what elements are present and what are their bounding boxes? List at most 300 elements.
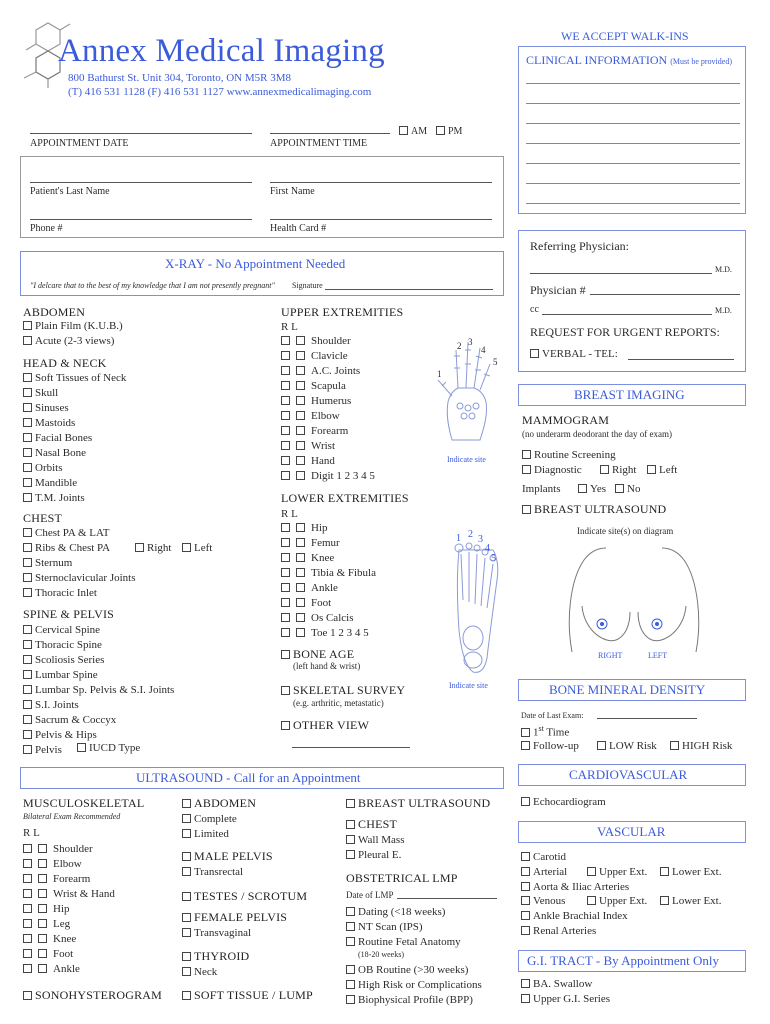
checkbox[interactable] [23, 528, 32, 537]
checkbox[interactable] [182, 814, 191, 823]
routine-fetal-option[interactable]: Routine Fetal Anatomy [346, 936, 461, 948]
checkbox[interactable] [38, 964, 47, 973]
routine-screening-option[interactable]: Routine Screening [522, 449, 616, 461]
checkbox[interactable] [346, 907, 355, 916]
abdomen-label: Acute (2-3 views) [35, 335, 115, 347]
skeletal-survey-option[interactable]: SKELETAL SURVEY [281, 683, 405, 698]
chest-item[interactable] [23, 542, 110, 554]
upper-extremity-label: Hand [311, 455, 335, 467]
sonohysterogram-option[interactable]: SONOHYSTEROGRAM [23, 988, 162, 1003]
checkbox[interactable] [38, 874, 47, 883]
head-neck-item[interactable] [23, 447, 86, 459]
checkbox[interactable] [281, 650, 290, 659]
pm-checkbox[interactable] [436, 126, 445, 135]
msk-item[interactable] [23, 873, 90, 885]
lower-extremity-item[interactable] [281, 567, 376, 579]
upper-extremity-item[interactable] [281, 365, 360, 377]
msk-item[interactable] [23, 948, 73, 960]
soft-tissue-option[interactable]: SOFT TISSUE / LUMP [182, 988, 313, 1003]
checkbox[interactable] [281, 426, 290, 435]
checkbox[interactable] [182, 967, 191, 976]
low-risk-option[interactable]: LOW Risk [597, 740, 657, 752]
checkbox[interactable] [23, 715, 32, 724]
lower-extremity-item[interactable] [281, 522, 328, 534]
verbal-tel-option[interactable]: VERBAL - TEL: [530, 348, 618, 360]
checkbox[interactable] [23, 991, 32, 1000]
checkbox[interactable] [281, 396, 290, 405]
checkbox[interactable] [281, 411, 290, 420]
checkbox[interactable] [600, 465, 609, 474]
checkbox[interactable] [296, 538, 305, 547]
checkbox[interactable] [296, 336, 305, 345]
skeletal-survey-note: (e.g. arthritic, metastatic) [293, 698, 384, 708]
high-risk-option[interactable]: HIGH Risk [670, 740, 732, 752]
last-exam-line[interactable] [597, 718, 697, 719]
signature-line[interactable] [325, 289, 493, 290]
spine-item[interactable] [23, 714, 116, 726]
hand-indicate-site: Indicate site [447, 455, 486, 464]
clinical-line[interactable] [526, 83, 740, 84]
msk-item[interactable] [23, 903, 70, 915]
abdomen-item[interactable] [23, 320, 123, 332]
mammo-right-option[interactable]: Right [600, 464, 636, 476]
mammo-left-option[interactable]: Left [647, 464, 677, 476]
implants-yes-option[interactable]: Yes [578, 483, 606, 495]
clinical-line[interactable] [526, 183, 740, 184]
checkbox[interactable] [346, 835, 355, 844]
checkbox[interactable] [522, 505, 531, 514]
checkbox[interactable] [281, 568, 290, 577]
checkbox[interactable] [23, 558, 32, 567]
spine-item[interactable] [23, 639, 102, 651]
upper-extremity-label: Clavicle [311, 350, 348, 362]
checkbox[interactable] [296, 628, 305, 637]
lower-extremity-item[interactable] [281, 537, 340, 549]
checkbox[interactable] [296, 411, 305, 420]
checkbox[interactable] [615, 484, 624, 493]
last-exam-label: Date of Last Exam: [521, 711, 584, 720]
checkbox[interactable] [296, 381, 305, 390]
checkbox[interactable] [296, 523, 305, 532]
aorta-option[interactable]: Aorta & Iliac Arteries [521, 881, 629, 893]
first-name-line[interactable] [270, 182, 492, 183]
chest-right-option[interactable]: Right [135, 542, 171, 554]
iucd-option[interactable]: IUCD Type [77, 742, 140, 754]
ba-swallow-option[interactable]: BA. Swallow [521, 978, 592, 990]
us-limited-option[interactable]: Limited [182, 828, 229, 840]
venous-option[interactable]: Venous [521, 895, 565, 907]
checkbox[interactable] [23, 403, 32, 412]
lower-extremity-label: Hip [311, 522, 328, 534]
physician-number-line[interactable] [590, 294, 740, 295]
msk-item[interactable] [23, 843, 93, 855]
lower-extremity-item[interactable] [281, 612, 353, 624]
checkbox[interactable] [587, 896, 596, 905]
bpp-option[interactable]: Biophysical Profile (BPP) [346, 994, 473, 1006]
checkbox[interactable] [23, 934, 32, 943]
checkbox[interactable] [296, 351, 305, 360]
checkbox[interactable] [77, 743, 86, 752]
high-risk-option[interactable]: High Risk or Complications [346, 979, 482, 991]
checkbox[interactable] [23, 745, 32, 754]
spine-item[interactable] [23, 684, 174, 696]
msk-item[interactable] [23, 933, 76, 945]
checkbox[interactable] [296, 441, 305, 450]
checkbox[interactable] [647, 465, 656, 474]
clinical-line[interactable] [526, 203, 740, 204]
upper-extremity-item[interactable] [281, 455, 335, 467]
checkbox[interactable] [660, 867, 669, 876]
checkbox[interactable] [23, 670, 32, 679]
checkbox[interactable] [296, 471, 305, 480]
msk-rl-label: R L [23, 827, 40, 839]
appointment-time-line[interactable] [270, 133, 390, 134]
checkbox[interactable] [182, 991, 191, 1000]
checkbox[interactable] [281, 523, 290, 532]
checkbox[interactable] [521, 979, 530, 988]
pleural-option[interactable]: Pleural E. [346, 849, 401, 861]
checkbox[interactable] [182, 867, 191, 876]
spine-item[interactable] [23, 654, 104, 666]
us-abdomen-option[interactable]: ABDOMEN [182, 796, 256, 811]
transvaginal-option[interactable]: Transvaginal [182, 927, 251, 939]
foot-indicate-site: Indicate site [449, 681, 488, 690]
checkbox[interactable] [346, 850, 355, 859]
msk-item[interactable] [23, 918, 70, 930]
checkbox[interactable] [38, 934, 47, 943]
checkbox[interactable] [346, 980, 355, 989]
checkbox[interactable] [182, 543, 191, 552]
checkbox[interactable] [296, 366, 305, 375]
us-chest-option[interactable]: CHEST [346, 817, 397, 832]
checkbox[interactable] [281, 583, 290, 592]
checkbox[interactable] [23, 874, 32, 883]
diagnostic-option[interactable]: Diagnostic [522, 464, 582, 476]
appointment-date-line[interactable] [30, 133, 252, 134]
checkbox[interactable] [38, 889, 47, 898]
checkbox[interactable] [296, 613, 305, 622]
checkbox[interactable] [521, 728, 530, 737]
checkbox[interactable] [23, 418, 32, 427]
other-view-option[interactable]: OTHER VIEW [281, 718, 369, 733]
breast-ultrasound-option[interactable]: BREAST ULTRASOUND [522, 502, 666, 517]
checkbox[interactable] [281, 686, 290, 695]
transrectal-option[interactable]: Transrectal [182, 866, 243, 878]
checkbox[interactable] [346, 799, 355, 808]
checkbox[interactable] [346, 820, 355, 829]
pm-option[interactable]: PM [436, 126, 462, 137]
checkbox[interactable] [135, 543, 144, 552]
verbal-tel-checkbox[interactable] [530, 349, 539, 358]
chest-label: Chest PA & LAT [35, 527, 110, 539]
venous-lower-option[interactable]: Lower Ext. [660, 895, 721, 907]
other-view-line[interactable] [292, 747, 410, 748]
arterial-lower-option[interactable]: Lower Ext. [660, 866, 721, 878]
checkbox[interactable] [281, 538, 290, 547]
checkbox[interactable] [281, 613, 290, 622]
checkbox[interactable] [296, 598, 305, 607]
neck-option[interactable]: Neck [182, 966, 217, 978]
checkbox[interactable] [23, 904, 32, 913]
checkbox[interactable] [38, 919, 47, 928]
checkbox[interactable] [23, 949, 32, 958]
am-option[interactable]: AM [399, 126, 427, 137]
checkbox[interactable] [578, 484, 587, 493]
msk-item[interactable] [23, 963, 80, 975]
ankle-brachial-option[interactable]: Ankle Brachial Index [521, 910, 628, 922]
checkbox[interactable] [38, 904, 47, 913]
checkbox[interactable] [23, 463, 32, 472]
gi-title: G.I. TRACT - By Appointment Only [527, 953, 719, 968]
checkbox[interactable] [296, 553, 305, 562]
checkbox[interactable] [23, 640, 32, 649]
checkbox[interactable] [23, 655, 32, 664]
checkbox[interactable] [521, 852, 530, 861]
checkbox[interactable] [281, 471, 290, 480]
checkbox[interactable] [23, 493, 32, 502]
first-time-option[interactable]: 1st Time [521, 724, 569, 739]
checkbox[interactable] [521, 867, 530, 876]
checkbox[interactable] [587, 867, 596, 876]
head-neck-label: Facial Bones [35, 432, 93, 444]
spine-label: Scoliosis Series [35, 654, 105, 666]
checkbox[interactable] [281, 351, 290, 360]
checkbox[interactable] [521, 797, 530, 806]
checkbox[interactable] [281, 456, 290, 465]
upper-extremity-item[interactable] [281, 395, 351, 407]
checkbox[interactable] [182, 852, 191, 861]
lower-extremity-label: Femur [311, 537, 340, 549]
clinical-line[interactable] [526, 123, 740, 124]
checkbox[interactable] [346, 995, 355, 1004]
checkbox[interactable] [182, 928, 191, 937]
checkbox[interactable] [281, 336, 290, 345]
checkbox[interactable] [23, 964, 32, 973]
upper-gi-option[interactable]: Upper G.I. Series [521, 993, 610, 1005]
spine-item[interactable] [23, 669, 98, 681]
checkbox[interactable] [23, 588, 32, 597]
checkbox[interactable] [296, 426, 305, 435]
abdomen-item[interactable] [23, 335, 114, 347]
chest-item[interactable] [23, 557, 72, 569]
upper-extremity-item[interactable] [281, 380, 346, 392]
checkbox[interactable] [281, 628, 290, 637]
checkbox[interactable] [521, 882, 530, 891]
checkbox[interactable] [23, 373, 32, 382]
hand-digit-5: 5 [493, 357, 498, 367]
dating-option[interactable]: Dating (<18 weeks) [346, 906, 445, 918]
clinical-line[interactable] [526, 103, 740, 104]
chest-item[interactable] [23, 572, 136, 584]
checkbox[interactable] [23, 448, 32, 457]
bone-age-note: (left hand & wrist) [293, 661, 361, 671]
checkbox[interactable] [38, 949, 47, 958]
checkbox[interactable] [23, 889, 32, 898]
female-pelvis-option[interactable]: FEMALE PELVIS [182, 910, 287, 925]
lower-extremity-item[interactable] [281, 552, 334, 564]
checkbox[interactable] [23, 543, 32, 552]
upper-extremity-item[interactable] [281, 440, 335, 452]
chest-label: Sternoclavicular Joints [35, 572, 136, 584]
checkbox[interactable] [281, 721, 290, 730]
testes-scrotum-option[interactable]: TESTES / SCROTUM [182, 889, 307, 904]
checkbox[interactable] [660, 896, 669, 905]
us-complete-option[interactable]: Complete [182, 813, 237, 825]
wall-mass-option[interactable]: Wall Mass [346, 834, 404, 846]
phone-line[interactable] [30, 219, 252, 220]
last-name-line[interactable] [30, 182, 252, 183]
clinical-line[interactable] [526, 143, 740, 144]
checkbox[interactable] [346, 965, 355, 974]
checkbox[interactable] [521, 741, 530, 750]
upper-extremity-item[interactable] [281, 335, 351, 347]
head-neck-item[interactable] [23, 462, 63, 474]
referring-title: Referring Physician: [530, 239, 629, 253]
lower-extremity-label: Toe 1 2 3 4 5 [311, 627, 369, 639]
arterial-option[interactable]: Arterial [521, 866, 567, 878]
breast-diagram-icon[interactable] [564, 540, 704, 654]
lower-extremity-item[interactable] [281, 627, 369, 639]
checkbox[interactable] [182, 829, 191, 838]
upper-extremity-label: Forearm [311, 425, 349, 437]
implants-no-option[interactable]: No [615, 483, 640, 495]
head-neck-item[interactable] [23, 417, 75, 429]
last-name-label: Patient's Last Name [30, 186, 110, 197]
checkbox[interactable] [23, 730, 32, 739]
checkbox[interactable] [23, 700, 32, 709]
checkbox[interactable] [182, 892, 191, 901]
checkbox[interactable] [23, 433, 32, 442]
arterial-upper-option[interactable]: Upper Ext. [587, 866, 647, 878]
checkbox[interactable] [23, 625, 32, 634]
upper-extremity-item[interactable] [281, 350, 348, 362]
head-neck-item[interactable] [23, 402, 69, 414]
checkbox[interactable] [182, 952, 191, 961]
checkbox[interactable] [522, 450, 531, 459]
bone-age-option[interactable]: BONE AGE [281, 647, 354, 662]
checkbox[interactable] [346, 922, 355, 931]
us-breast-option[interactable]: BREAST ULTRASOUND [346, 796, 490, 811]
checkbox[interactable] [522, 465, 531, 474]
hand-digit-1: 1 [437, 369, 442, 379]
checkbox[interactable] [296, 568, 305, 577]
ob-routine-option[interactable]: OB Routine (>30 weeks) [346, 964, 468, 976]
date-lmp-line[interactable] [397, 898, 497, 899]
chest-item[interactable] [23, 527, 109, 539]
checkbox[interactable] [296, 456, 305, 465]
health-card-line[interactable] [270, 219, 492, 220]
checkbox[interactable] [296, 396, 305, 405]
lower-extremity-item[interactable] [281, 582, 338, 594]
echo-option[interactable]: Echocardiogram [521, 796, 606, 808]
checkbox[interactable] [23, 685, 32, 694]
checkbox[interactable] [23, 321, 32, 330]
checkbox[interactable] [281, 366, 290, 375]
upper-extremity-item[interactable] [281, 410, 340, 422]
clinical-info-heading: CLINICAL INFORMATION (Must be provided) [526, 53, 732, 67]
obstetrical-heading: OBSTETRICAL LMP [346, 871, 458, 885]
checkbox[interactable] [23, 859, 32, 868]
checkbox[interactable] [23, 336, 32, 345]
head-neck-item[interactable] [23, 387, 58, 399]
physician-number-label: Physician # [530, 283, 586, 297]
upper-extremity-item[interactable] [281, 425, 348, 437]
chest-item[interactable] [23, 587, 97, 599]
checkbox[interactable] [521, 926, 530, 935]
carotid-option[interactable]: Carotid [521, 851, 566, 863]
upper-extremity-label: Wrist [311, 440, 335, 452]
head-neck-item[interactable] [23, 372, 126, 384]
head-neck-label: Mastoids [35, 417, 76, 429]
checkbox[interactable] [281, 553, 290, 562]
spine-item[interactable] [23, 744, 62, 756]
spine-item[interactable] [23, 699, 79, 711]
msk-item[interactable] [23, 858, 82, 870]
checkbox[interactable] [23, 478, 32, 487]
checkbox[interactable] [281, 381, 290, 390]
referring-line[interactable] [530, 273, 712, 274]
checkbox[interactable] [38, 859, 47, 868]
nt-scan-option[interactable]: NT Scan (IPS) [346, 921, 423, 933]
head-neck-item[interactable] [23, 477, 77, 489]
head-neck-item[interactable] [23, 432, 92, 444]
checkbox[interactable] [521, 911, 530, 920]
checkbox[interactable] [281, 441, 290, 450]
renal-option[interactable]: Renal Arteries [521, 925, 596, 937]
checkbox[interactable] [23, 844, 32, 853]
lower-extremity-item[interactable] [281, 597, 331, 609]
cc-line[interactable] [542, 314, 712, 315]
male-pelvis-option[interactable]: MALE PELVIS [182, 849, 273, 864]
appointment-time-label: APPOINTMENT TIME [270, 138, 368, 149]
follow-up-option[interactable]: Follow-up [521, 740, 579, 752]
msk-label: Wrist & Hand [53, 888, 115, 900]
am-checkbox[interactable] [399, 126, 408, 135]
checkbox[interactable] [521, 994, 530, 1003]
checkbox[interactable] [23, 573, 32, 582]
checkbox[interactable] [670, 741, 679, 750]
upper-extremity-item[interactable] [281, 470, 375, 482]
md-label: M.D. [715, 306, 732, 315]
checkbox[interactable] [296, 583, 305, 592]
lower-extremity-label: Os Calcis [311, 612, 354, 624]
checkbox[interactable] [38, 844, 47, 853]
head-neck-item[interactable] [23, 492, 85, 504]
checkbox[interactable] [23, 388, 32, 397]
diagram-left-label: LEFT [648, 651, 668, 660]
thyroid-option[interactable]: THYROID [182, 949, 249, 964]
msk-label: Forearm [53, 873, 91, 885]
checkbox[interactable] [346, 937, 355, 946]
vascular-title: VASCULAR [597, 824, 666, 839]
spine-item[interactable] [23, 624, 100, 636]
checkbox[interactable] [182, 799, 191, 808]
clinical-line[interactable] [526, 163, 740, 164]
checkbox[interactable] [23, 919, 32, 928]
checkbox[interactable] [182, 913, 191, 922]
checkbox[interactable] [521, 896, 530, 905]
msk-item[interactable] [23, 888, 115, 900]
venous-upper-option[interactable]: Upper Ext. [587, 895, 647, 907]
diagram-right-label: RIGHT [598, 651, 623, 660]
msk-label: Knee [53, 933, 77, 945]
chest-left-option[interactable]: Left [182, 542, 212, 554]
verbal-tel-line[interactable] [628, 359, 734, 360]
spine-item[interactable] [23, 729, 97, 741]
checkbox[interactable] [597, 741, 606, 750]
checkbox[interactable] [281, 598, 290, 607]
phone-label: Phone # [30, 223, 63, 234]
